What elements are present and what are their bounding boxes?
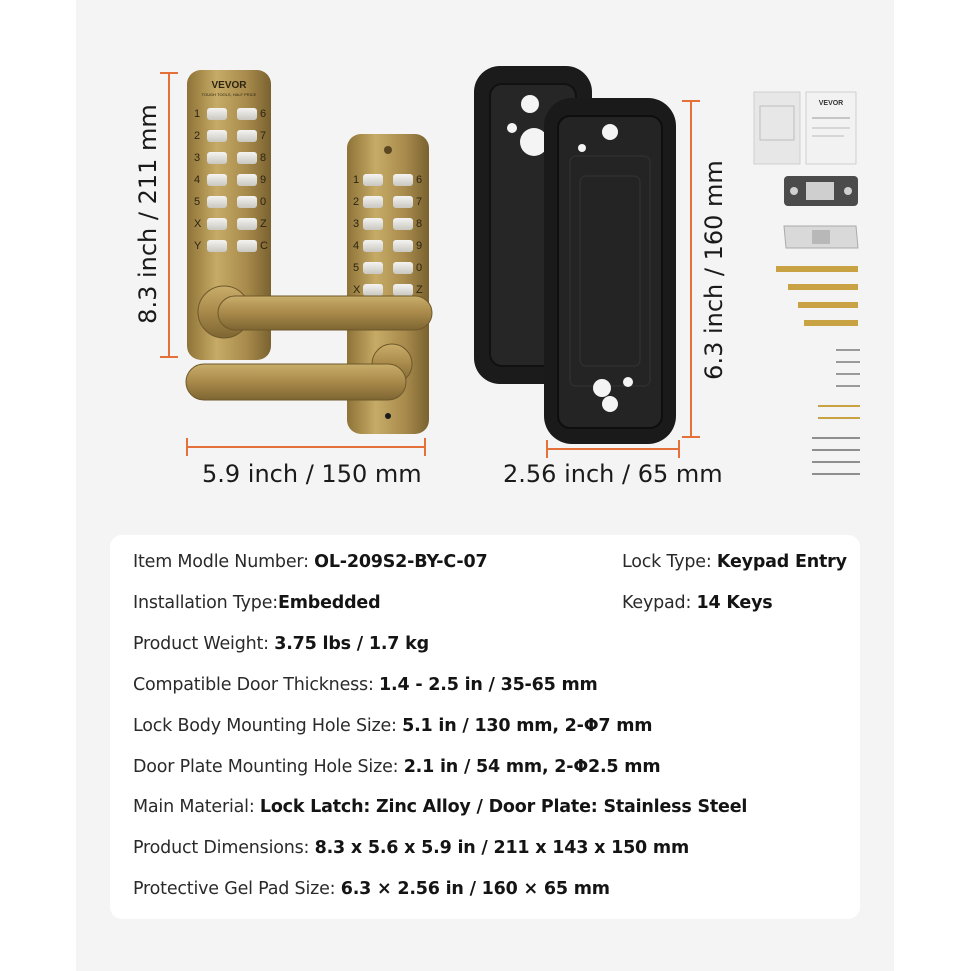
- spec-dimensions: [133, 838, 689, 858]
- svg-text:Z: Z: [260, 218, 267, 230]
- svg-text:3: 3: [353, 218, 360, 230]
- svg-text:TOUGH TOOLS, HALF PRICE: TOUGH TOOLS, HALF PRICE: [201, 92, 257, 97]
- spec-keypad-label: Keypad:: [622, 593, 697, 613]
- spec-installation-label: Installation Type:: [133, 593, 278, 613]
- pad-height-dimension-line: [690, 100, 692, 438]
- spec-lock-hole: [133, 716, 652, 736]
- svg-text:5: 5: [353, 262, 360, 274]
- spec-model-value: OL-209S2-BY-C-07: [314, 552, 488, 572]
- spec-weight: [133, 634, 429, 654]
- svg-text:Z: Z: [416, 284, 423, 296]
- svg-text:4: 4: [194, 174, 201, 186]
- spec-lock-type-label: Lock Type:: [622, 552, 717, 572]
- spec-lock-hole-value: 5.1 in / 130 mm, 2-Φ7 mm: [402, 716, 653, 736]
- spec-weight-value: 3.75 lbs / 1.7 kg: [274, 634, 429, 654]
- svg-text:Y: Y: [194, 240, 202, 252]
- specification-card: [110, 535, 860, 919]
- height-dimension-label: 8.3 inch / 211 mm: [134, 104, 162, 324]
- spec-keypad-value: 14 Keys: [696, 593, 773, 613]
- gel-pads-image: [470, 66, 680, 446]
- spec-lock-type: [622, 552, 847, 572]
- svg-text:8: 8: [260, 152, 267, 164]
- spec-installation: [133, 593, 380, 613]
- svg-text:9: 9: [260, 174, 267, 186]
- svg-text:6: 6: [416, 174, 423, 186]
- svg-text:X: X: [353, 284, 361, 296]
- accessories-image: [748, 88, 868, 488]
- svg-text:VEVOR: VEVOR: [818, 100, 844, 107]
- svg-text:1: 1: [353, 174, 360, 186]
- height-dimension-line: [168, 72, 170, 358]
- svg-text:C: C: [260, 240, 268, 252]
- spec-dimensions-label: Product Dimensions:: [133, 838, 315, 858]
- spec-plate-hole: [133, 757, 660, 777]
- spec-weight-label: Product Weight:: [133, 634, 275, 654]
- spec-dimensions-value: 8.3 x 5.6 x 5.9 in / 211 x 143 x 150 mm: [314, 838, 689, 858]
- svg-text:6: 6: [260, 108, 267, 120]
- svg-text:X: X: [194, 218, 202, 230]
- svg-text:2: 2: [194, 130, 201, 142]
- spec-gel-pad-value: 6.3 × 2.56 in / 160 × 65 mm: [340, 879, 610, 899]
- spec-gel-pad: [133, 879, 610, 899]
- pad-width-dimension-label: 2.56 inch / 65 mm: [503, 460, 723, 488]
- spec-plate-hole-value: 2.1 in / 54 mm, 2-Φ2.5 mm: [403, 757, 661, 777]
- svg-text:1: 1: [194, 108, 201, 120]
- spec-material-label: Main Material:: [133, 797, 260, 817]
- svg-text:7: 7: [260, 130, 267, 142]
- spec-plate-hole-label: Door Plate Mounting Hole Size:: [133, 757, 404, 777]
- svg-text:0: 0: [416, 262, 423, 274]
- spec-material: [133, 797, 747, 817]
- svg-text:5: 5: [194, 196, 201, 208]
- pad-width-dimension-line: [546, 448, 680, 450]
- width-dimension-label: 5.9 inch / 150 mm: [202, 460, 422, 488]
- spec-door-thickness-value: 1.4 - 2.5 in / 35-65 mm: [379, 675, 598, 695]
- spec-door-thickness: [133, 675, 598, 695]
- spec-model-label: Item Modle Number:: [133, 552, 315, 572]
- svg-text:VEVOR: VEVOR: [211, 80, 247, 91]
- svg-text:7: 7: [416, 196, 423, 208]
- svg-text:9: 9: [416, 240, 423, 252]
- spec-door-thickness-label: Compatible Door Thickness:: [133, 675, 380, 695]
- spec-model: [133, 552, 487, 572]
- spec-installation-value: Embedded: [277, 593, 381, 613]
- svg-text:4: 4: [353, 240, 360, 252]
- svg-text:3: 3: [194, 152, 201, 164]
- spec-keypad: [622, 593, 773, 613]
- spec-gel-pad-label: Protective Gel Pad Size:: [133, 879, 341, 899]
- pad-height-dimension-label: 6.3 inch / 160 mm: [700, 160, 728, 380]
- spec-lock-hole-label: Lock Body Mounting Hole Size:: [133, 716, 403, 736]
- svg-text:8: 8: [416, 218, 423, 230]
- width-dimension-line: [186, 446, 426, 448]
- svg-text:0: 0: [260, 196, 267, 208]
- keypad-lock-image: [180, 66, 440, 436]
- svg-text:2: 2: [353, 196, 360, 208]
- spec-lock-type-value: Keypad Entry: [716, 552, 847, 572]
- spec-material-value: Lock Latch: Zinc Alloy / Door Plate: Stainless Steel: [259, 797, 748, 817]
